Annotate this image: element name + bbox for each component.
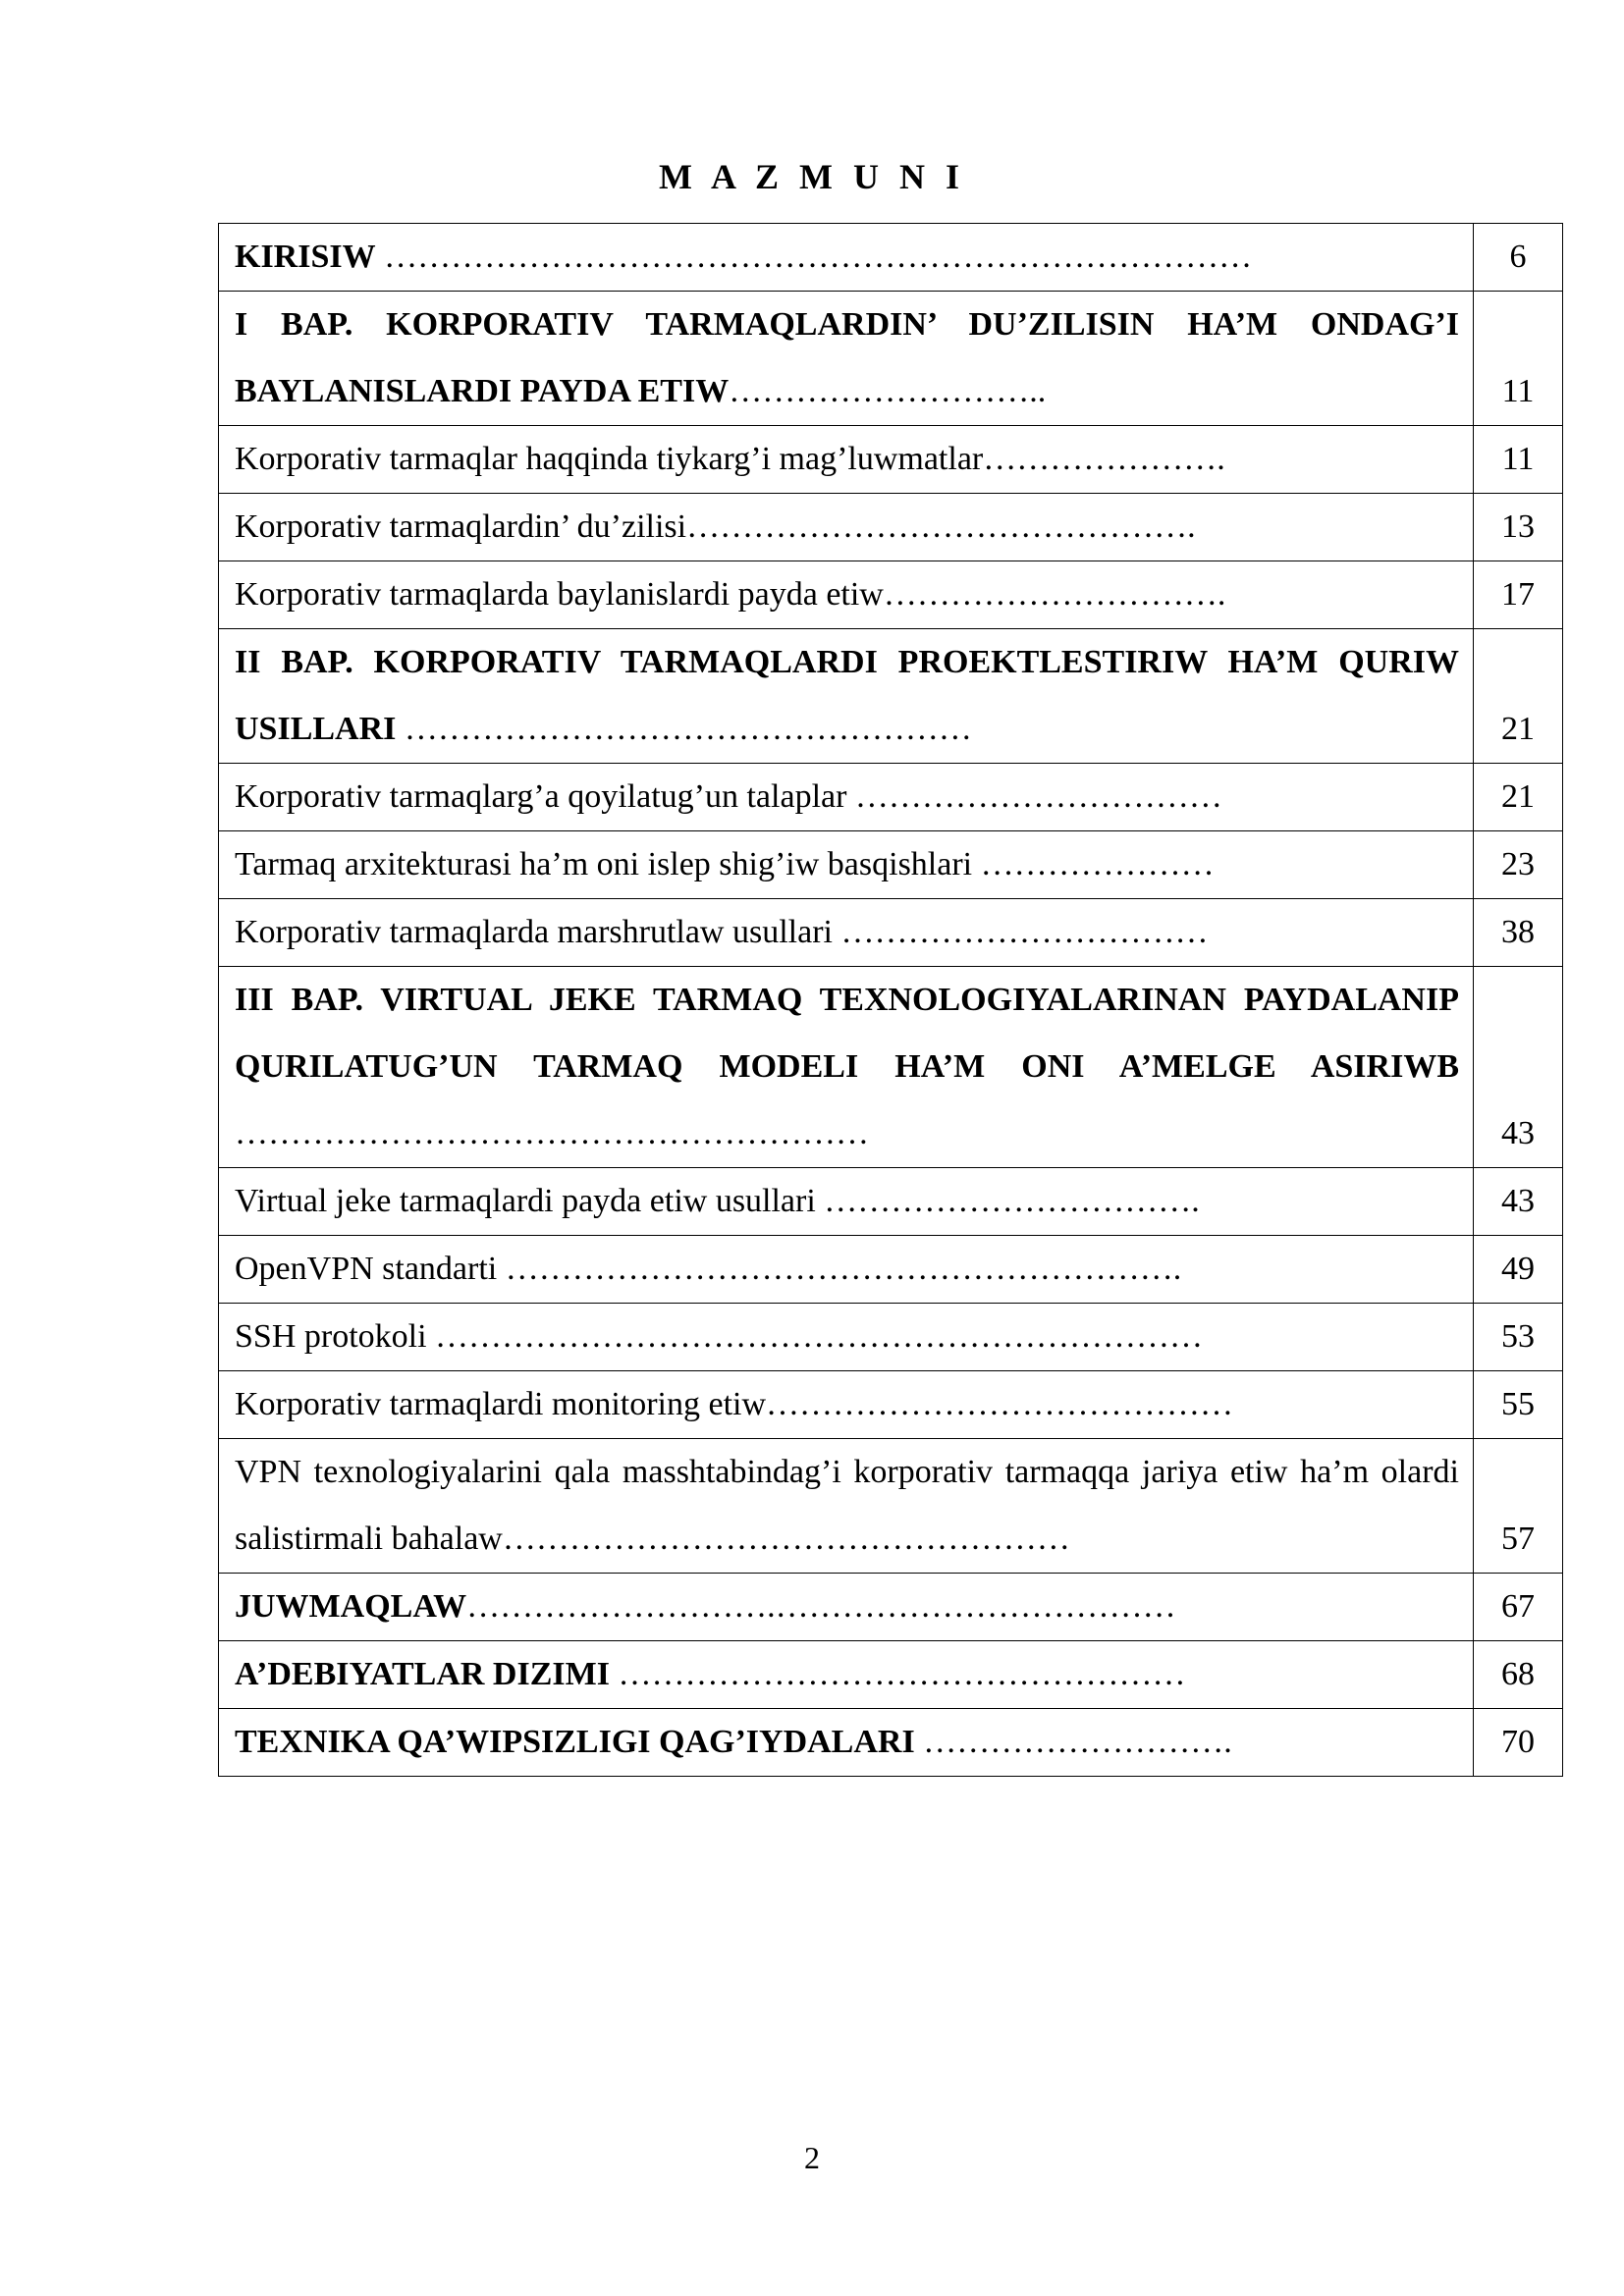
toc-entry-title: VPN texnologiyalarini qala masshtabindag’i korporativ tarmaqqa jariya etiw ha’m olardi salistirmali bahalaw: [235, 1454, 1459, 1557]
toc-entry-title-cell: [219, 426, 1474, 494]
toc-entry-page: 11: [1474, 426, 1563, 494]
toc-row: [219, 764, 1563, 831]
toc-row: [219, 899, 1563, 967]
toc-entry-leader-dots: ……………………….: [914, 1724, 1232, 1760]
toc-entry-title-cell: [219, 764, 1474, 831]
toc-entry-title: SSH protokoli: [235, 1318, 427, 1355]
toc-entry-title: TEXNIKA QA’WIPSIZLIGI QAG’IYDALARI: [235, 1724, 915, 1760]
toc-entry-title: OpenVPN standarti: [235, 1251, 498, 1287]
toc-entry-title-cell: [219, 1439, 1474, 1574]
toc-entry-title-cell: [219, 629, 1474, 764]
toc-entry-leader-dots: ……………………………: [846, 778, 1222, 815]
toc-entry-leader-dots: ……………………………………: [766, 1386, 1234, 1422]
toc-entry-title: II BAP. KORPORATIV TARMAQLARDI PROEKTLESTIRIW HA’M QURIW USILLARI: [235, 644, 1459, 747]
toc-entry-title-cell: [219, 1236, 1474, 1304]
toc-entry-title: Korporativ tarmaqlardin’ du’zilisi: [235, 508, 687, 545]
toc-row: [219, 1236, 1563, 1304]
toc-entry-title-cell: [219, 1371, 1474, 1439]
toc-row: [219, 1168, 1563, 1236]
toc-entry-title: Korporativ tarmaqlarda marshrutlaw usullari: [235, 914, 833, 950]
toc-entry-page: 70: [1474, 1709, 1563, 1777]
toc-entry-title-cell: [219, 1304, 1474, 1371]
toc-entry-page: 43: [1474, 967, 1563, 1168]
toc-row: [219, 831, 1563, 899]
toc-row: [219, 494, 1563, 561]
toc-row: [219, 426, 1563, 494]
table-of-contents: [218, 223, 1563, 1777]
toc-entry-title-cell: [219, 561, 1474, 629]
toc-body: [219, 224, 1563, 1777]
toc-row: [219, 1304, 1563, 1371]
toc-entry-page: 43: [1474, 1168, 1563, 1236]
toc-entry-page: 13: [1474, 494, 1563, 561]
toc-entry-page: 21: [1474, 629, 1563, 764]
toc-entry-leader-dots: ……………………………………………: [502, 1521, 1070, 1557]
toc-row: [219, 561, 1563, 629]
toc-entry-page: 68: [1474, 1641, 1563, 1709]
toc-entry-title-cell: [219, 831, 1474, 899]
toc-row: [219, 1439, 1563, 1574]
toc-entry-page: 67: [1474, 1574, 1563, 1641]
toc-entry-title-cell: [219, 1574, 1474, 1641]
toc-entry-leader-dots: ………………………….: [883, 576, 1226, 613]
toc-row: [219, 967, 1563, 1168]
toc-entry-title: Korporativ tarmaqlarg’a qoyilatug’un talaplar: [235, 778, 847, 815]
toc-entry-page: 55: [1474, 1371, 1563, 1439]
toc-entry-title: A’DEBIYATLAR DIZIMI: [235, 1656, 610, 1692]
toc-row: [219, 1574, 1563, 1641]
toc-entry-leader-dots: ……………………………………………………………: [426, 1318, 1204, 1355]
toc-entry-title: III BAP. VIRTUAL JEKE TARMAQ TEXNOLOGIYALARINAN PAYDALANIP QURILATUG’UN TARMAQ MODELI HA’M ONI A’MELGE ASIRIWB: [235, 982, 1459, 1085]
toc-entry-page: 6: [1474, 224, 1563, 292]
toc-entry-title-cell: [219, 1709, 1474, 1777]
toc-entry-leader-dots: ……………………………………………………………………: [375, 239, 1253, 275]
toc-entry-title: JUWMAQLAW: [235, 1588, 467, 1625]
toc-entry-leader-dots: ………………….: [983, 441, 1225, 477]
toc-entry-title: Korporativ tarmaqlar haqqinda tiykarg’i mag’luwmatlar: [235, 441, 984, 477]
toc-entry-page: 38: [1474, 899, 1563, 967]
toc-entry-leader-dots: ……………………….………………………………: [466, 1588, 1176, 1625]
page-number: 2: [804, 2140, 820, 2175]
toc-entry-page: 53: [1474, 1304, 1563, 1371]
toc-row: [219, 1641, 1563, 1709]
toc-entry-title-cell: [219, 292, 1474, 426]
toc-entry-leader-dots: ……………………………………………: [396, 711, 972, 747]
toc-entry-page: 49: [1474, 1236, 1563, 1304]
toc-entry-leader-dots: ……………………………: [832, 914, 1209, 950]
toc-entry-title: Virtual jeke tarmaqlardi payda etiw usullari: [235, 1183, 816, 1219]
toc-entry-title-cell: [219, 967, 1474, 1168]
toc-entry-title: I BAP. KORPORATIV TARMAQLARDIN’ DU’ZILISIN HA’M ONDAG’I BAYLANISLARDI PAYDA ETIW: [235, 306, 1459, 409]
toc-entry-leader-dots: …………………………….: [815, 1183, 1200, 1219]
page-title: M A Z M U N I: [659, 157, 965, 196]
toc-entry-title-cell: [219, 1168, 1474, 1236]
toc-entry-page: 11: [1474, 292, 1563, 426]
toc-entry-title-cell: [219, 494, 1474, 561]
toc-entry-title: KIRISIW: [235, 239, 376, 275]
toc-entry-page: 23: [1474, 831, 1563, 899]
toc-entry-leader-dots: …………………………………………………….: [497, 1251, 1182, 1287]
toc-row: [219, 1709, 1563, 1777]
toc-entry-title: Korporativ tarmaqlardi monitoring etiw: [235, 1386, 767, 1422]
toc-row: [219, 1371, 1563, 1439]
toc-entry-title: Tarmaq arxitekturasi ha’m oni islep shig’iw basqishlari: [235, 846, 973, 882]
toc-row: [219, 629, 1563, 764]
toc-entry-page: 17: [1474, 561, 1563, 629]
toc-entry-leader-dots: ………………………..: [729, 373, 1047, 409]
toc-entry-leader-dots: …………………: [972, 846, 1215, 882]
toc-entry-title-cell: [219, 224, 1474, 292]
toc-entry-page: 57: [1474, 1439, 1563, 1574]
toc-entry-leader-dots: …………………………………………………: [235, 1115, 869, 1151]
toc-entry-leader-dots: ……………………………………….: [686, 508, 1196, 545]
toc-entry-title: Korporativ tarmaqlarda baylanislardi payda etiw: [235, 576, 884, 613]
toc-entry-leader-dots: ……………………………………………: [609, 1656, 1186, 1692]
toc-entry-title-cell: [219, 1641, 1474, 1709]
toc-entry-title-cell: [219, 899, 1474, 967]
toc-entry-page: 21: [1474, 764, 1563, 831]
toc-row: [219, 292, 1563, 426]
toc-row: [219, 224, 1563, 292]
